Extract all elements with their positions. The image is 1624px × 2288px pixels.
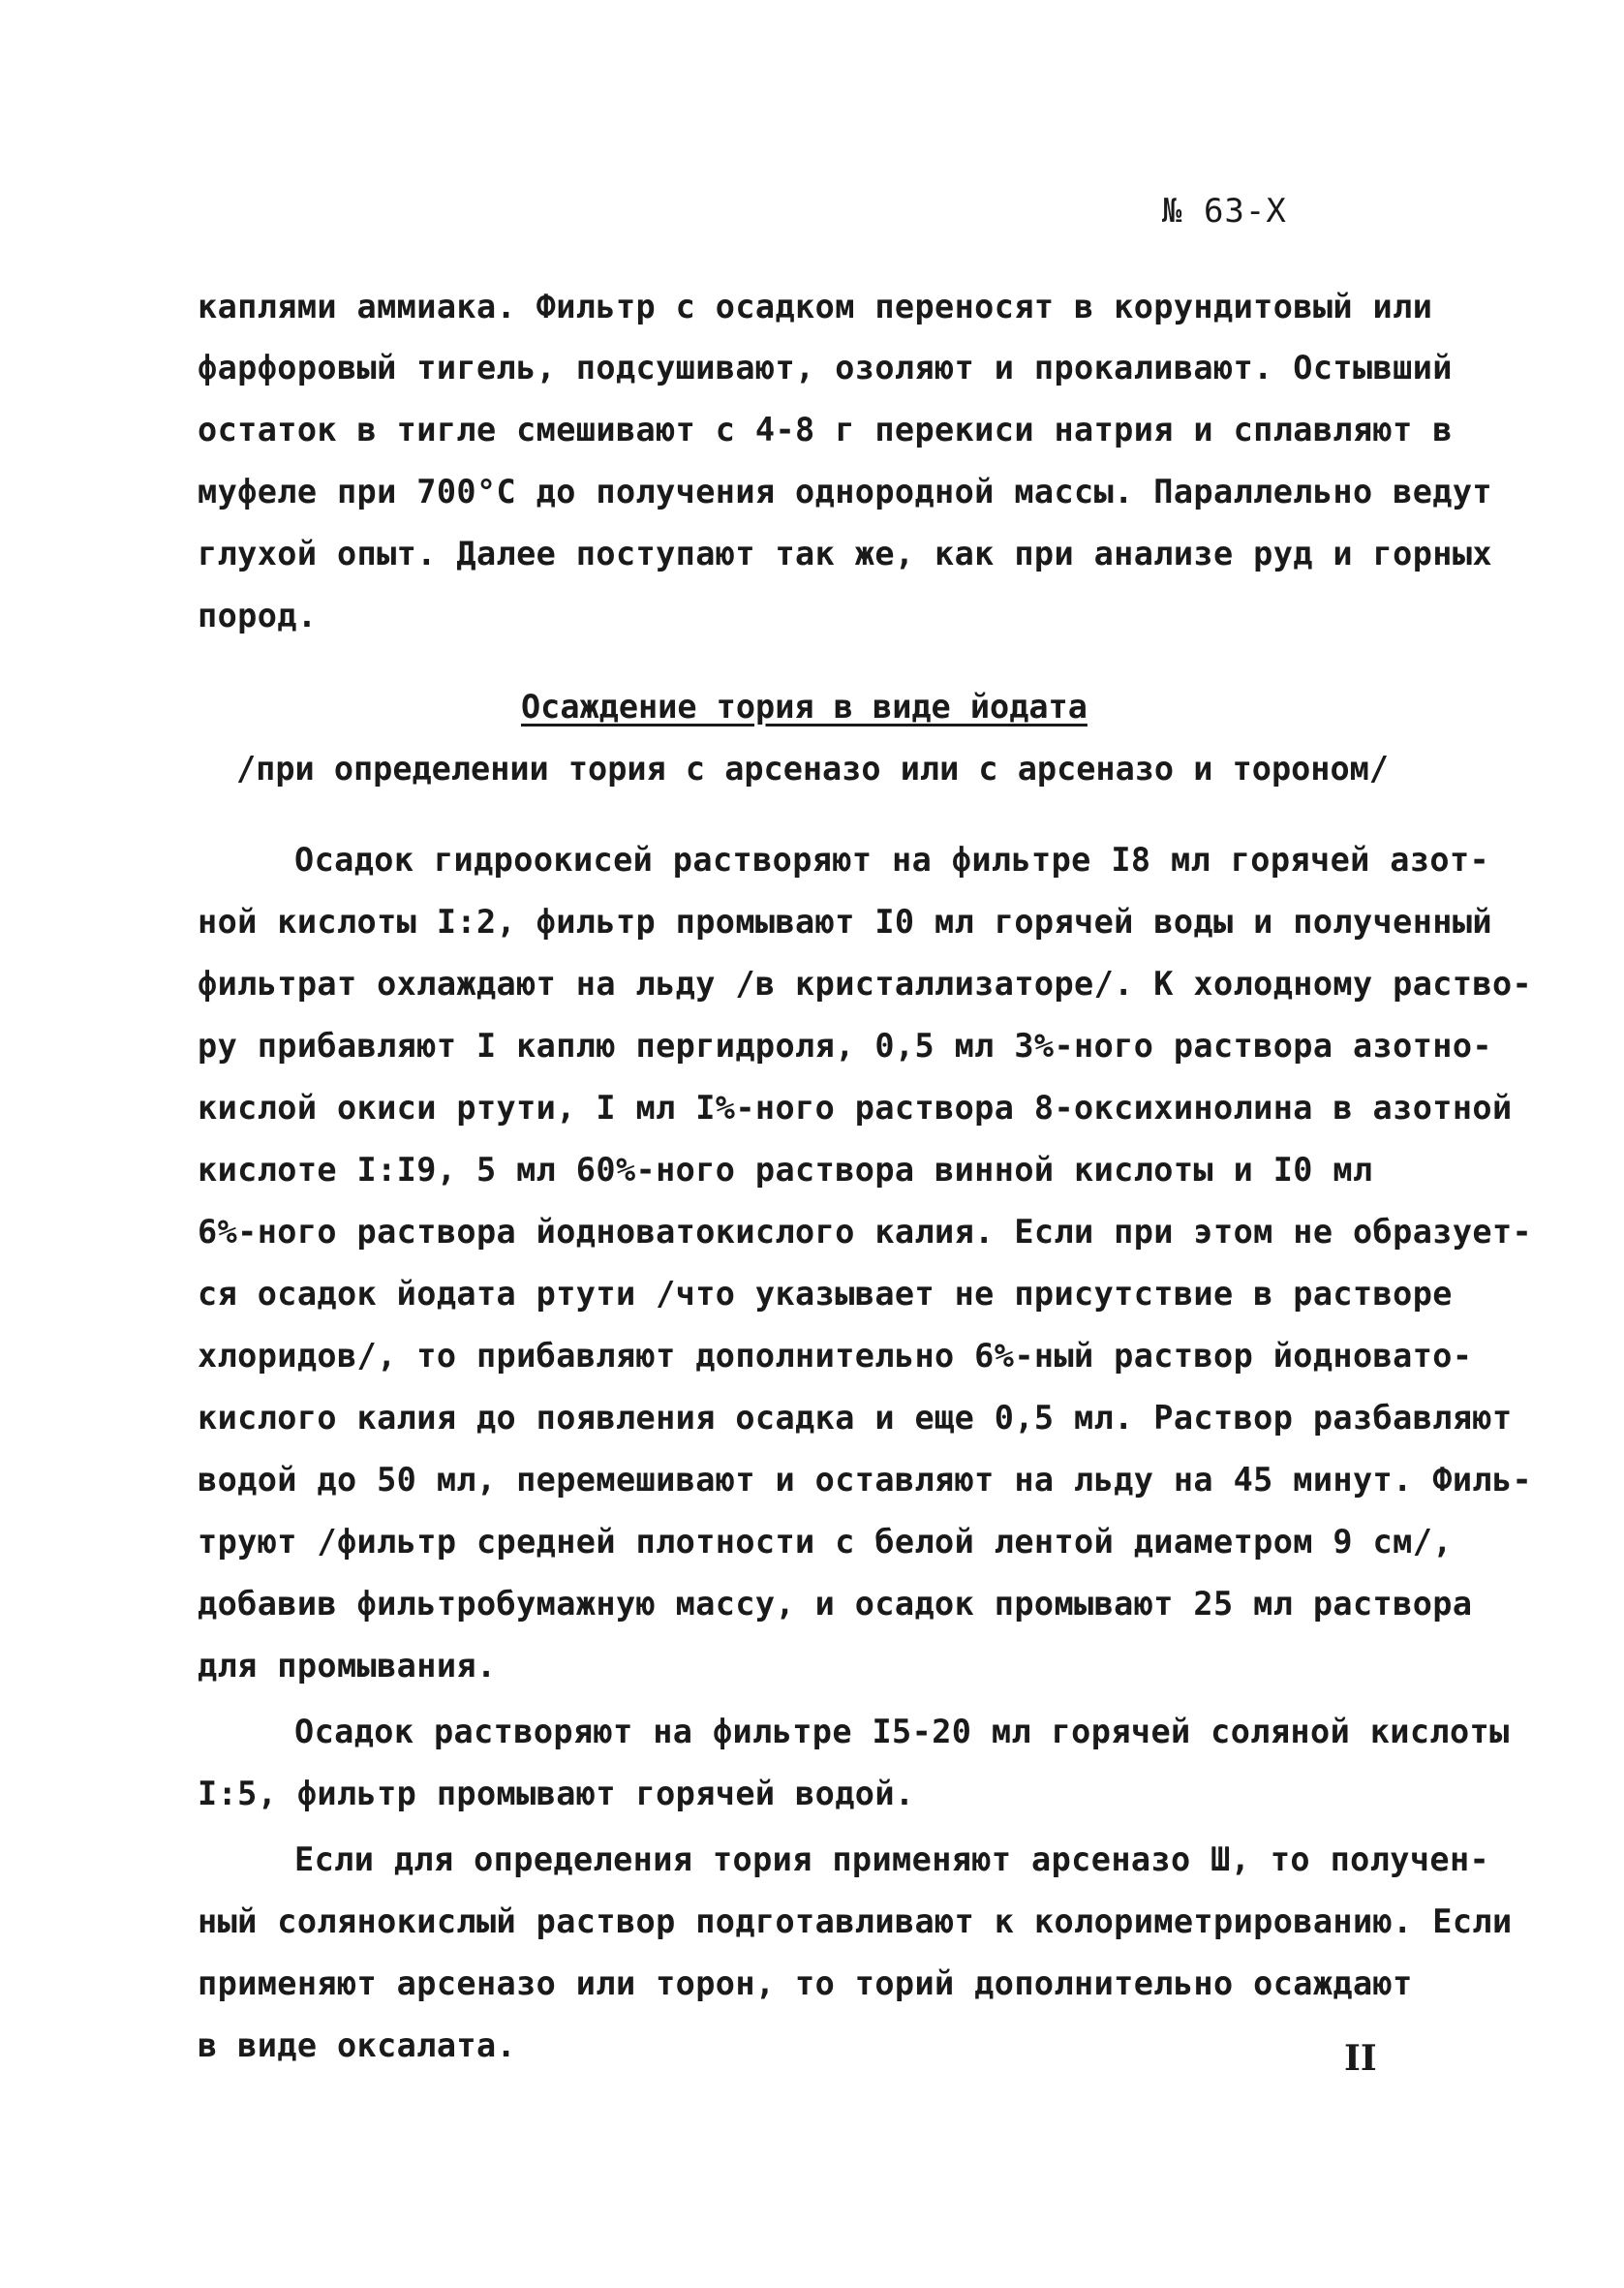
text-line: хлоридов/, то прибавляют дополнительно 6%-ный раствор йодновато- [198,1337,1473,1375]
text-line: каплями аммиака. Фильтр с осадком переносят в корундитовый или [198,288,1433,325]
text-line: муфеле при 700°С до получения однородной массы. Параллельно ведут [198,473,1492,510]
text-line: кислого калия до появления осадка и еще 0,5 мл. Раствор разбавляют [198,1399,1513,1437]
text-line: Если для определения тория применяют арсеназо Ш, то получен- [294,1840,1490,1878]
section-subtitle: /при определении тория с арсеназо или с арсеназо и тороном/ [236,750,1389,788]
page-number: II [1344,2038,1377,2079]
text-line: пород. [198,597,318,634]
text-line: водой до 50 мл, перемешивают и оставляют на льду на 45 минут. Филь- [198,1461,1533,1499]
text-line: для промывания. [198,1647,497,1685]
text-line: ной кислоты I:2, фильтр промывают I0 мл горячей воды и полученный [198,903,1492,941]
text-line: кислой окиси ртути, I мл I%-ного раствора 8-оксихинолина в азотной [198,1089,1513,1127]
text-line: I:5, фильтр промывают горячей водой. [198,1775,915,1812]
text-line: глухой опыт. Далее поступают так же, как при анализе руд и горных [198,535,1492,572]
text-line: фарфоровый тигель, подсушивают, озоляют и прокаливают. Остывший [198,349,1453,386]
text-line: кислоте I:I9, 5 мл 60%-ного раствора винной кислоты и I0 мл [198,1151,1373,1189]
text-line: ся осадок йодата ртути /что указывает не присутствие в растворе [198,1275,1453,1313]
text-line: применяют арсеназо или торон, то торий дополнительно осаждают [198,1964,1413,2002]
document-number: № 63-Х [1162,192,1287,231]
text-line: труют /фильтр средней плотности с белой лентой диаметром 9 см/, [198,1523,1453,1561]
text-line: добавив фильтробумажную массу, и осадок промывают 25 мл раствора [198,1585,1473,1623]
text-line: в виде оксалата. [198,2026,517,2064]
text-line: Осадок растворяют на фильтре I5-20 мл горячей соляной кислоты [294,1713,1510,1750]
text-line: остаток в тигле смешивают с 4-8 г перекиси натрия и сплавляют в [198,411,1453,448]
text-line: 6%-ного раствора йодноватокислого калия. Если при этом не образует- [198,1213,1533,1251]
section-title: Осаждение тория в виде йодата [521,688,1088,726]
text-line: фильтрат охлаждают на льду /в кристаллизаторе/. К холодному раство- [198,965,1533,1003]
text-line: ный солянокислый раствор подготавливают к колориметрированию. Если [198,1902,1513,1940]
text-line: ру прибавляют I каплю пергидроля, 0,5 мл 3%-ного раствора азотно- [198,1027,1492,1065]
text-line: Осадок гидроокисей растворяют на фильтре I8 мл горячей азот- [294,841,1490,879]
